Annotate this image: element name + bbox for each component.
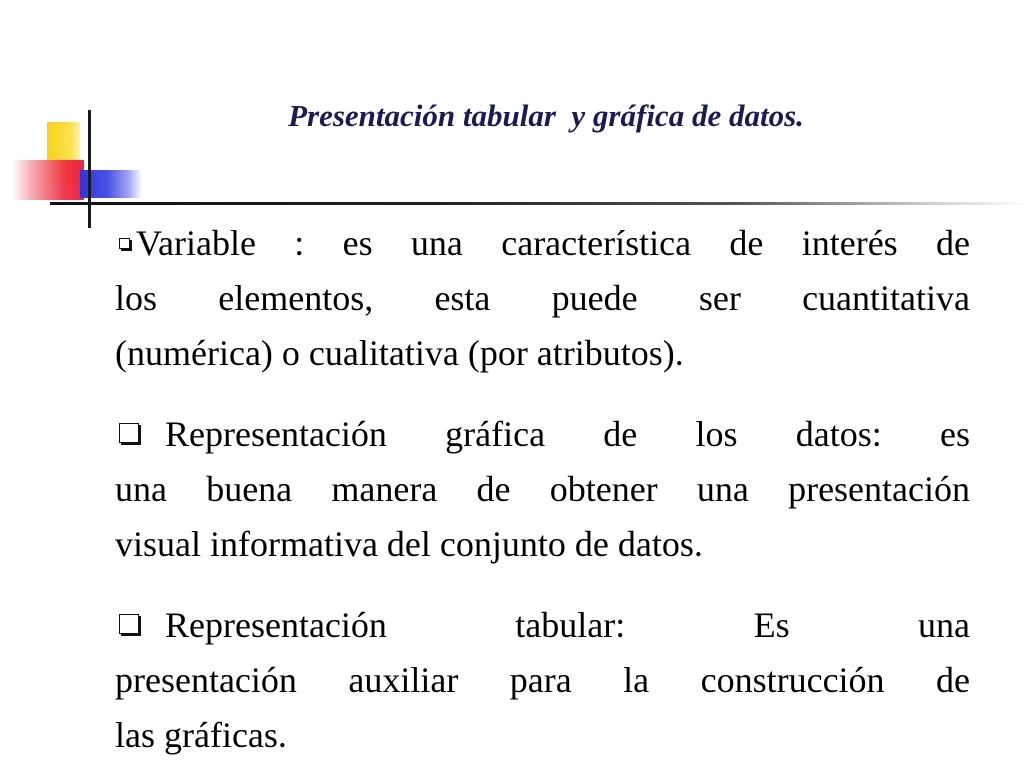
slide-title: Presentación tabular y gráfica de datos. xyxy=(288,98,804,133)
logo-red-bar xyxy=(12,160,84,200)
bullet-paragraph-graphic xyxy=(115,407,970,572)
paragraph-line: presentación auxiliar para la construcción de xyxy=(115,660,970,700)
bullet-paragraph-tabular xyxy=(115,598,970,763)
paragraph-line: Variable : es una característica de interés de xyxy=(115,216,970,271)
paragraph-line: visual informativa del conjunto de datos. xyxy=(115,524,703,564)
paragraph-line: (numérica) o cualitativa (por atributos). xyxy=(115,333,684,373)
paragraph-line: una buena manera de obtener una presentación xyxy=(115,469,970,509)
checkbox-bullet-icon xyxy=(119,614,139,634)
paragraph-line: Representación gráfica de los datos: es xyxy=(115,407,970,462)
paragraph-line: Representación tabular: Es una xyxy=(115,598,970,653)
title-underline xyxy=(50,202,1024,205)
bullet-paragraph-variable xyxy=(115,216,970,381)
checkbox-bullet-icon xyxy=(119,423,139,443)
paragraph-line: las gráficas. xyxy=(115,715,287,755)
checkbox-bullet-icon xyxy=(119,238,130,249)
paragraph-line: los elementos, esta puede ser cuantitativa xyxy=(115,278,970,318)
